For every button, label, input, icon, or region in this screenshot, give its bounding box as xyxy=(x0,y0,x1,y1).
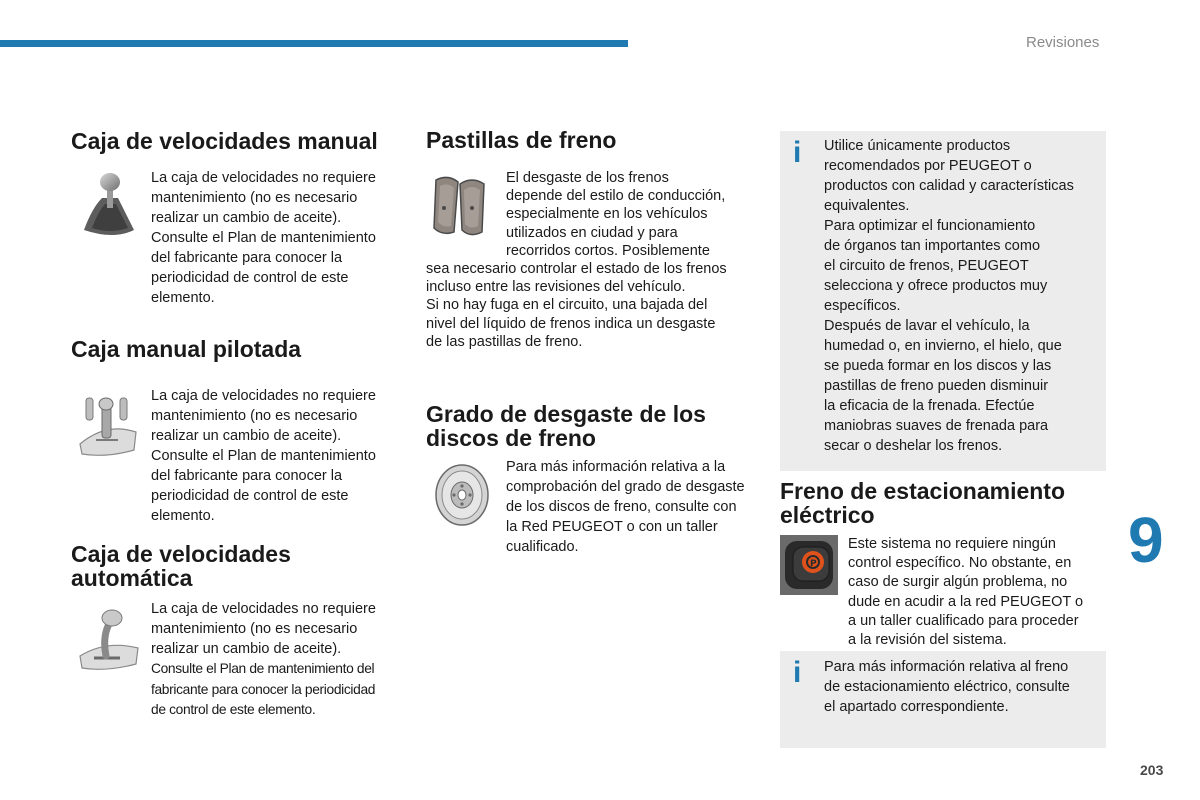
brake-pads-icon xyxy=(428,170,490,245)
automatic-gear-lever-icon xyxy=(76,606,142,677)
info-icon: i xyxy=(793,136,802,169)
piloted-gearbox-text: La caja de velocidades no requiere mantenimiento (no es necesario realizar un cambio de aceite). Consulte el Plan de mantenimiento del fabricante para conocer la periodicidad de control de este elemento. xyxy=(151,388,376,524)
parking-brake-switch-icon xyxy=(780,535,838,600)
automatic-gearbox-text: La caja de velocidades no requiere mantenimiento (no es necesario realizar un cambio de aceite). xyxy=(151,601,376,657)
brake-pads-text-2: sea necesario controlar el estado de los frenos incluso entre las revisiones del vehículo. Si no hay fuga en el circuito, una bajada del nivel del líquido de frenos indica un desgaste de las pastillas de freno. xyxy=(426,261,727,350)
heading-electric-parking-brake: Freno de estacionamiento eléctrico xyxy=(780,478,1066,528)
svg-text:P: P xyxy=(810,559,817,569)
brake-pads-text: El desgaste de los frenos depende del estilo de conducción, especialmente en los vehículos utilizados en ciudad y para recorridos cortos. Posiblemente xyxy=(506,170,726,259)
brake-disc-icon xyxy=(432,462,492,533)
header-accent-bar xyxy=(0,40,628,47)
sequential-gear-lever-icon xyxy=(76,392,142,463)
gear-lever-icon xyxy=(78,170,140,245)
info-note-parking-brake-text: Para más información relativa al freno de estacionamiento eléctrico, consulte el apartado correspondiente. xyxy=(824,659,1070,715)
info-note-products xyxy=(780,131,1106,471)
brake-discs-text: Para más información relativa a la comprobación del grado de desgaste de los discos de freno, consulte con la Red PEUGEOT o con un taller cualificado. xyxy=(506,459,745,555)
page-number: 203 xyxy=(1140,762,1164,778)
heading-piloted-gearbox: Caja manual pilotada xyxy=(71,336,302,362)
chapter-number: 9 xyxy=(1128,504,1164,576)
info-note-products-text: Utilice únicamente productos recomendados por PEUGEOT o productos con calidad y características equivalentes. Para optimizar el funcionamiento de órganos tan importantes como el circuito de frenos, PEUGEOT selecciona y ofrece productos muy específicos. Después de lavar el vehículo, la humedad o, en invierno, el hielo, que se pueda formar en los discos y las pastillas de freno pueden disminuir la eficacia de la frenada. Efectúe maniobras suaves de frenada para secar o deshelar los frenos. xyxy=(824,138,1074,454)
heading-manual-gearbox: Caja de velocidades manual xyxy=(71,128,378,154)
electric-parking-brake-text: Este sistema no requiere ningún control específico. No obstante, en caso de surgir algún problema, no dude en acudir a la red PEUGEOT o a un taller cualificado para proceder a la revisión del sistema. xyxy=(848,536,1084,649)
heading-brake-pads: Pastillas de freno xyxy=(426,127,617,153)
heading-brake-discs: Grado de desgaste de los discos de freno xyxy=(426,401,706,451)
section-title: Revisiones xyxy=(1026,34,1100,51)
manual-gearbox-text: La caja de velocidades no requiere mantenimiento (no es necesario realizar un cambio de aceite). Consulte el Plan de mantenimiento del fabricante para conocer la periodicidad de control de este elemento. xyxy=(151,170,376,306)
heading-automatic-gearbox: Caja de velocidades automática xyxy=(71,541,291,591)
info-note-parking-brake xyxy=(780,651,1106,748)
automatic-gearbox-text-2: Consulte el Plan de mantenimiento del fabricante para conocer la periodicidad de control de este elemento. xyxy=(151,661,376,717)
info-icon: i xyxy=(793,656,802,689)
